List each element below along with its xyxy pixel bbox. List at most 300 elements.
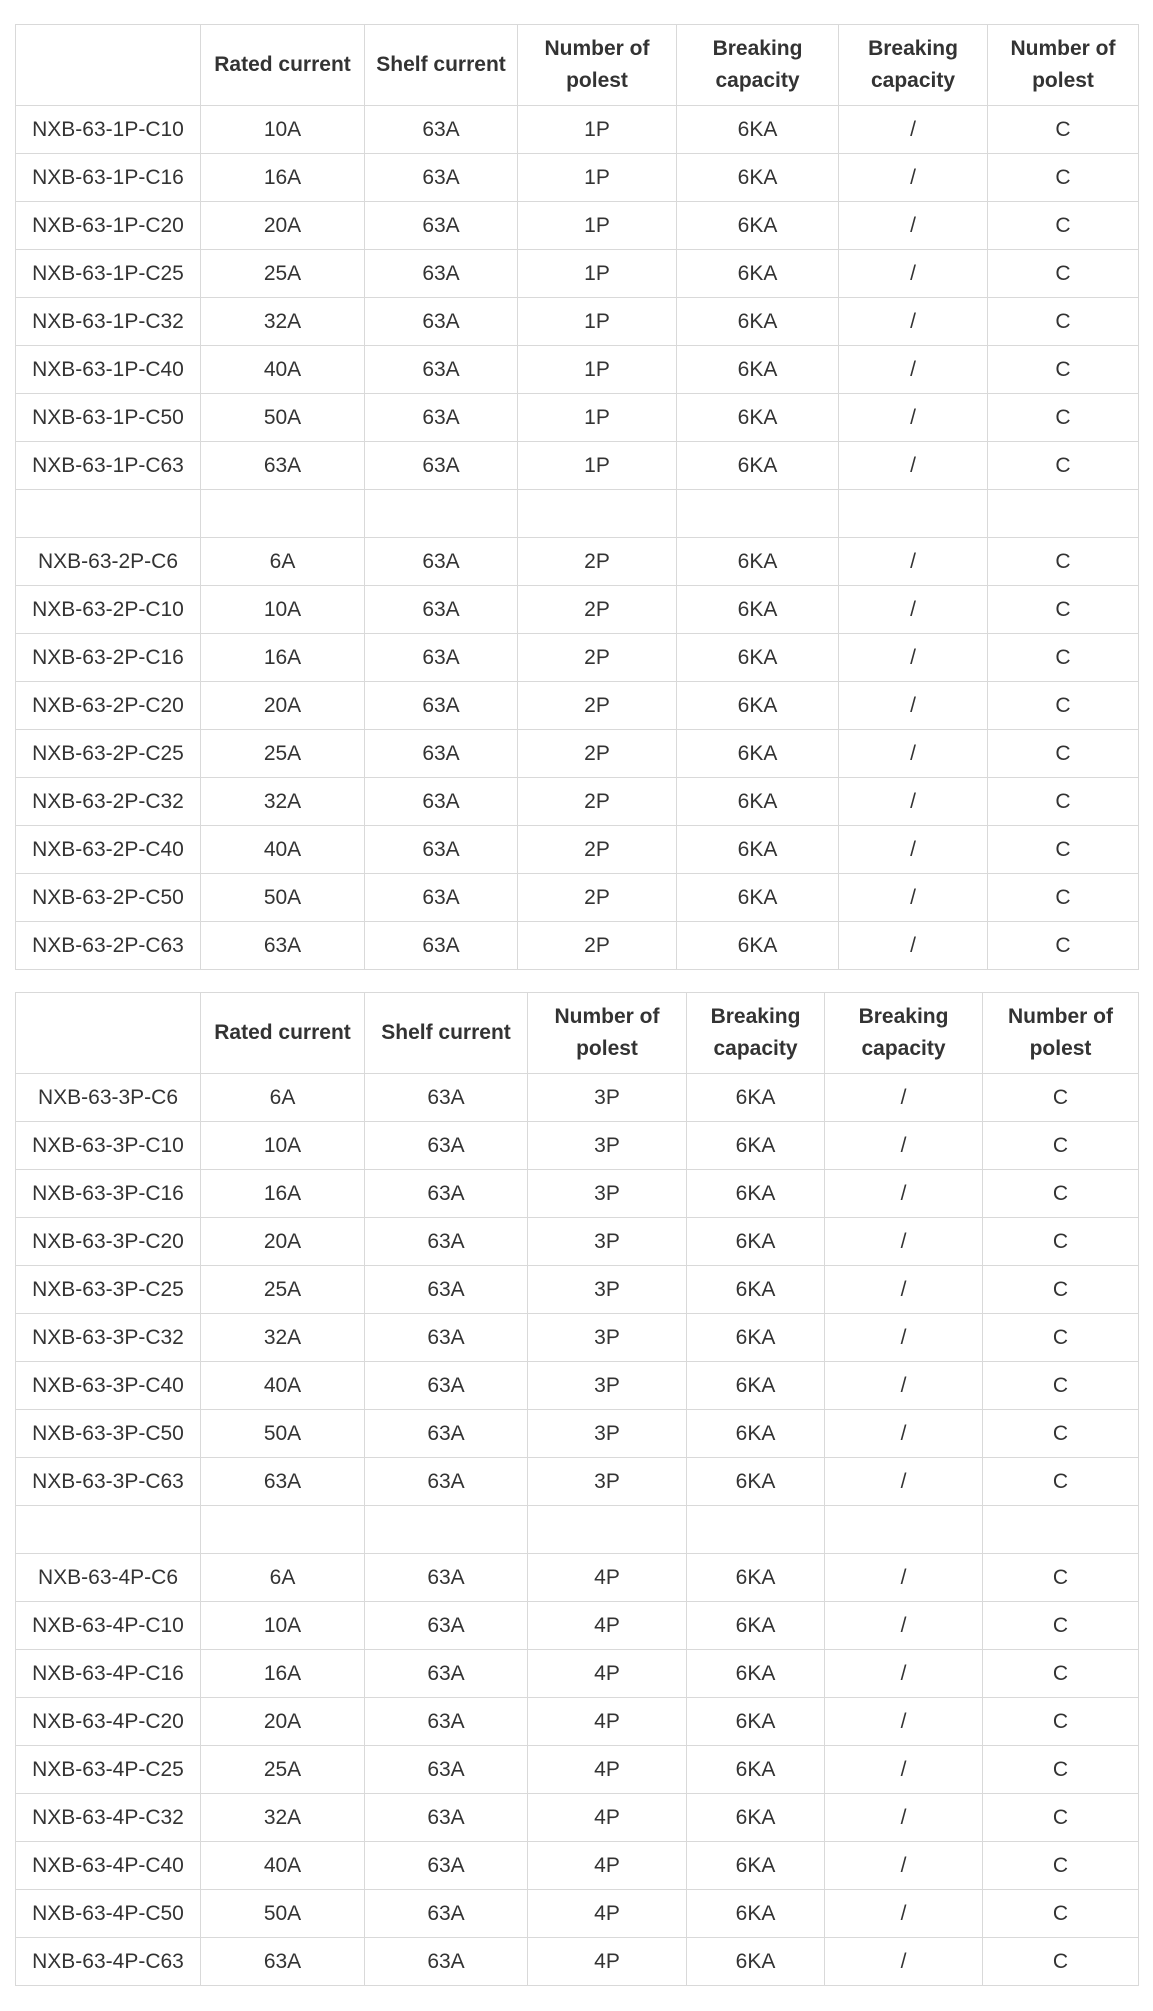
table-cell: 63A <box>365 394 518 442</box>
table-cell: 6KA <box>687 1458 825 1506</box>
table-cell: C <box>988 826 1139 874</box>
table-cell <box>365 490 518 538</box>
table-cell: / <box>825 1458 983 1506</box>
table-cell: 6KA <box>687 1266 825 1314</box>
table-cell: 63A <box>365 1554 528 1602</box>
table-cell: / <box>825 1266 983 1314</box>
table-cell <box>839 490 988 538</box>
table-body <box>16 1074 1139 1986</box>
table-cell: / <box>825 1218 983 1266</box>
table-cell: 16A <box>201 634 365 682</box>
table-cell: 16A <box>201 154 365 202</box>
table-cell: C <box>983 1938 1139 1986</box>
table-cell: C <box>983 1074 1139 1122</box>
table-row <box>16 1458 1139 1506</box>
column-header: Breaking capacity <box>825 993 983 1074</box>
table-cell: C <box>988 298 1139 346</box>
table-cell: / <box>839 346 988 394</box>
table-cell: / <box>839 826 988 874</box>
table-cell: 10A <box>201 1602 365 1650</box>
model-cell: NXB-63-1P-C40 <box>16 346 201 394</box>
table-cell: 6A <box>201 538 365 586</box>
model-cell: NXB-63-3P-C16 <box>16 1170 201 1218</box>
table-cell: 4P <box>528 1938 687 1986</box>
table-cell: 63A <box>365 874 518 922</box>
table-cell <box>518 490 677 538</box>
table-row <box>16 874 1139 922</box>
model-cell: NXB-63-3P-C32 <box>16 1314 201 1362</box>
table-row <box>16 1938 1139 1986</box>
table-cell: 2P <box>518 826 677 874</box>
table-cell: C <box>988 250 1139 298</box>
table-cell: 63A <box>365 442 518 490</box>
table-row <box>16 106 1139 154</box>
table-cell: 40A <box>201 1842 365 1890</box>
table-cell: 63A <box>365 1842 528 1890</box>
table-cell: 6KA <box>677 730 839 778</box>
model-cell: NXB-63-3P-C40 <box>16 1362 201 1410</box>
table-header <box>16 993 1139 1074</box>
table-cell: / <box>825 1170 983 1218</box>
column-header: Breaking capacity <box>839 25 988 106</box>
table-cell: 32A <box>201 778 365 826</box>
table-cell: / <box>839 250 988 298</box>
model-cell: NXB-63-4P-C63 <box>16 1938 201 1986</box>
table-row <box>16 682 1139 730</box>
model-cell: NXB-63-2P-C63 <box>16 922 201 970</box>
table-cell: 6KA <box>677 874 839 922</box>
model-cell: NXB-63-2P-C20 <box>16 682 201 730</box>
model-cell: NXB-63-3P-C10 <box>16 1122 201 1170</box>
table-cell <box>201 490 365 538</box>
table-cell: 6KA <box>687 1842 825 1890</box>
table-row <box>16 1074 1139 1122</box>
table-cell: 63A <box>201 1458 365 1506</box>
table-cell: 63A <box>201 442 365 490</box>
table-body <box>16 106 1139 970</box>
table-cell: / <box>839 442 988 490</box>
table-cell: 20A <box>201 202 365 250</box>
table-cell: 3P <box>528 1362 687 1410</box>
model-cell: NXB-63-1P-C50 <box>16 394 201 442</box>
table-cell: 63A <box>365 634 518 682</box>
table-cell: 6KA <box>677 634 839 682</box>
table-cell: 63A <box>365 1602 528 1650</box>
table-row <box>16 1698 1139 1746</box>
model-cell: NXB-63-4P-C6 <box>16 1554 201 1602</box>
table-cell: 10A <box>201 106 365 154</box>
table-cell: 50A <box>201 1890 365 1938</box>
table-cell: C <box>988 202 1139 250</box>
table-cell: 3P <box>528 1314 687 1362</box>
table-row <box>16 1170 1139 1218</box>
table-row <box>16 1650 1139 1698</box>
table-cell: C <box>988 586 1139 634</box>
model-cell: NXB-63-1P-C32 <box>16 298 201 346</box>
table-cell: / <box>825 1842 983 1890</box>
table-cell: 4P <box>528 1746 687 1794</box>
column-header: Shelf current <box>365 993 528 1074</box>
column-header: Number of polest <box>528 993 687 1074</box>
table-cell: 32A <box>201 298 365 346</box>
table-cell: 1P <box>518 250 677 298</box>
table-cell: / <box>825 1890 983 1938</box>
model-cell: NXB-63-3P-C6 <box>16 1074 201 1122</box>
table-cell: / <box>839 778 988 826</box>
table-header <box>16 25 1139 106</box>
column-header: Breaking capacity <box>687 993 825 1074</box>
table-cell: 2P <box>518 586 677 634</box>
table-cell: 63A <box>365 1266 528 1314</box>
table-cell: C <box>983 1794 1139 1842</box>
table-cell: C <box>983 1698 1139 1746</box>
spacer-row <box>16 1506 1139 1554</box>
table-cell: 6KA <box>687 1554 825 1602</box>
column-header: Number of polest <box>988 25 1139 106</box>
model-cell: NXB-63-3P-C50 <box>16 1410 201 1458</box>
model-cell: NXB-63-1P-C16 <box>16 154 201 202</box>
table-cell: 6KA <box>687 1938 825 1986</box>
table-cell: 1P <box>518 154 677 202</box>
table-row <box>16 778 1139 826</box>
table-cell: 40A <box>201 826 365 874</box>
table-row <box>16 826 1139 874</box>
table-cell: 16A <box>201 1650 365 1698</box>
table-row <box>16 1746 1139 1794</box>
table-cell: 6KA <box>677 922 839 970</box>
table-cell: C <box>983 1266 1139 1314</box>
table-cell: 6KA <box>677 202 839 250</box>
table-cell: / <box>839 106 988 154</box>
table-cell: 6KA <box>677 250 839 298</box>
table-cell: 32A <box>201 1794 365 1842</box>
table-cell: / <box>825 1650 983 1698</box>
table-cell: 63A <box>365 1170 528 1218</box>
model-cell: NXB-63-2P-C32 <box>16 778 201 826</box>
table-cell: 20A <box>201 1218 365 1266</box>
model-cell: NXB-63-1P-C63 <box>16 442 201 490</box>
table-cell: 3P <box>528 1458 687 1506</box>
spec-table-3p-4p <box>15 992 1139 1986</box>
table-cell: 6KA <box>677 682 839 730</box>
table-row <box>16 202 1139 250</box>
table-cell: 6A <box>201 1554 365 1602</box>
table-cell: 20A <box>201 682 365 730</box>
table-cell: 6KA <box>687 1602 825 1650</box>
table-cell: 3P <box>528 1122 687 1170</box>
table-cell: 25A <box>201 250 365 298</box>
table-cell: 10A <box>201 586 365 634</box>
table-cell: 1P <box>518 346 677 394</box>
table-row <box>16 586 1139 634</box>
model-cell: NXB-63-3P-C63 <box>16 1458 201 1506</box>
table-cell: 16A <box>201 1170 365 1218</box>
table-cell: C <box>983 1842 1139 1890</box>
table-cell: 63A <box>365 1410 528 1458</box>
table-cell: 63A <box>365 778 518 826</box>
column-header: Number of polest <box>518 25 677 106</box>
table-cell: / <box>825 1074 983 1122</box>
model-cell: NXB-63-2P-C6 <box>16 538 201 586</box>
table-row <box>16 730 1139 778</box>
table-cell: 2P <box>518 730 677 778</box>
column-header: Shelf current <box>365 25 518 106</box>
table-cell: 63A <box>365 586 518 634</box>
table-cell <box>528 1506 687 1554</box>
table-cell <box>825 1506 983 1554</box>
table-cell: 63A <box>365 826 518 874</box>
table-row <box>16 154 1139 202</box>
table-cell: 63A <box>365 1458 528 1506</box>
table-cell: 50A <box>201 394 365 442</box>
table-cell <box>988 490 1139 538</box>
table-cell: / <box>839 634 988 682</box>
table-cell: 63A <box>365 154 518 202</box>
table-cell: 63A <box>365 682 518 730</box>
table-cell: 6KA <box>687 1074 825 1122</box>
table-cell: 6KA <box>677 538 839 586</box>
table-cell: C <box>988 682 1139 730</box>
table-cell: C <box>983 1602 1139 1650</box>
table-cell: 4P <box>528 1794 687 1842</box>
model-cell: NXB-63-4P-C32 <box>16 1794 201 1842</box>
table-cell: 6KA <box>677 346 839 394</box>
spec-table-1p-2p <box>15 24 1139 970</box>
table-cell: C <box>983 1410 1139 1458</box>
table-cell: 1P <box>518 442 677 490</box>
table-row <box>16 394 1139 442</box>
table-cell: 6KA <box>677 154 839 202</box>
table-cell: / <box>839 538 988 586</box>
table-cell: 63A <box>365 730 518 778</box>
table-cell: 6A <box>201 1074 365 1122</box>
model-cell: NXB-63-2P-C25 <box>16 730 201 778</box>
table-cell: 6KA <box>687 1362 825 1410</box>
table-cell: / <box>839 682 988 730</box>
table-cell: 25A <box>201 730 365 778</box>
table-cell: 6KA <box>677 778 839 826</box>
table-cell: 63A <box>365 250 518 298</box>
model-cell: NXB-63-2P-C50 <box>16 874 201 922</box>
table-cell: 63A <box>365 106 518 154</box>
table-cell: C <box>988 442 1139 490</box>
model-cell: NXB-63-2P-C40 <box>16 826 201 874</box>
table-cell: 6KA <box>677 394 839 442</box>
table-row <box>16 1218 1139 1266</box>
table-cell: 4P <box>528 1698 687 1746</box>
table-row <box>16 538 1139 586</box>
table-cell: 1P <box>518 298 677 346</box>
model-cell: NXB-63-3P-C20 <box>16 1218 201 1266</box>
table-cell: / <box>825 1794 983 1842</box>
table-row <box>16 634 1139 682</box>
table-cell: 1P <box>518 394 677 442</box>
model-cell <box>16 1506 201 1554</box>
table-cell: C <box>988 394 1139 442</box>
table-cell <box>365 1506 528 1554</box>
table-row <box>16 1890 1139 1938</box>
table-cell: 63A <box>201 922 365 970</box>
table-cell: 25A <box>201 1746 365 1794</box>
table-row <box>16 1842 1139 1890</box>
header-row <box>16 993 1139 1074</box>
table-cell: 40A <box>201 1362 365 1410</box>
table-cell: 63A <box>365 1362 528 1410</box>
table-cell: 6KA <box>677 442 839 490</box>
table-cell: / <box>839 298 988 346</box>
table-cell: / <box>825 1602 983 1650</box>
table-cell: 63A <box>365 1890 528 1938</box>
table-cell: 4P <box>528 1554 687 1602</box>
table-cell <box>983 1506 1139 1554</box>
table-cell: / <box>825 1746 983 1794</box>
table-cell: C <box>983 1122 1139 1170</box>
table-cell: 2P <box>518 538 677 586</box>
model-cell: NXB-63-1P-C25 <box>16 250 201 298</box>
table-cell: 63A <box>365 1794 528 1842</box>
table-cell: 4P <box>528 1890 687 1938</box>
table-cell: 6KA <box>677 586 839 634</box>
model-cell: NXB-63-4P-C16 <box>16 1650 201 1698</box>
table-cell: / <box>825 1554 983 1602</box>
table-cell: 3P <box>528 1074 687 1122</box>
model-cell: NXB-63-2P-C10 <box>16 586 201 634</box>
column-header: Rated current <box>201 993 365 1074</box>
table-row <box>16 922 1139 970</box>
table-cell: 6KA <box>687 1170 825 1218</box>
table-cell: 3P <box>528 1170 687 1218</box>
table-cell: C <box>983 1458 1139 1506</box>
table-row <box>16 346 1139 394</box>
spacer-row <box>16 490 1139 538</box>
model-cell: NXB-63-2P-C16 <box>16 634 201 682</box>
column-header: Rated current <box>201 25 365 106</box>
table-cell: C <box>988 730 1139 778</box>
table-cell: 2P <box>518 778 677 826</box>
table-cell <box>687 1506 825 1554</box>
model-cell: NXB-63-4P-C50 <box>16 1890 201 1938</box>
table-cell: 63A <box>365 1746 528 1794</box>
model-cell: NXB-63-1P-C20 <box>16 202 201 250</box>
table-cell: 40A <box>201 346 365 394</box>
column-header: Breaking capacity <box>677 25 839 106</box>
table-cell: / <box>839 730 988 778</box>
table-cell: 1P <box>518 106 677 154</box>
table-cell: C <box>988 154 1139 202</box>
table-cell: C <box>983 1314 1139 1362</box>
table-cell: 6KA <box>687 1410 825 1458</box>
model-cell: NXB-63-1P-C10 <box>16 106 201 154</box>
table-cell: 6KA <box>677 106 839 154</box>
table-cell: 6KA <box>687 1650 825 1698</box>
model-cell: NXB-63-3P-C25 <box>16 1266 201 1314</box>
table-cell: 6KA <box>687 1314 825 1362</box>
table-cell: / <box>839 394 988 442</box>
table-cell: C <box>988 346 1139 394</box>
table-row <box>16 1794 1139 1842</box>
table-cell: C <box>988 922 1139 970</box>
table-row <box>16 1602 1139 1650</box>
table-cell: / <box>825 1410 983 1458</box>
table-cell: 63A <box>365 1650 528 1698</box>
table-cell: / <box>839 586 988 634</box>
table-cell: C <box>983 1362 1139 1410</box>
table-cell: 63A <box>365 346 518 394</box>
table-cell: C <box>983 1170 1139 1218</box>
table-row <box>16 1554 1139 1602</box>
table-row <box>16 442 1139 490</box>
table-cell: 63A <box>365 1122 528 1170</box>
table-cell: / <box>825 1938 983 1986</box>
table-row <box>16 1410 1139 1458</box>
model-cell: NXB-63-4P-C40 <box>16 1842 201 1890</box>
table-cell <box>201 1506 365 1554</box>
table-cell: 20A <box>201 1698 365 1746</box>
table-cell: 2P <box>518 922 677 970</box>
table-cell: C <box>988 106 1139 154</box>
table-cell: 32A <box>201 1314 365 1362</box>
table-row <box>16 1362 1139 1410</box>
table-cell: 63A <box>365 1698 528 1746</box>
table-cell: 4P <box>528 1842 687 1890</box>
table-cell: 3P <box>528 1410 687 1458</box>
model-cell: NXB-63-4P-C10 <box>16 1602 201 1650</box>
table-cell: 50A <box>201 1410 365 1458</box>
table-cell: 4P <box>528 1602 687 1650</box>
table-cell: / <box>825 1122 983 1170</box>
column-header: Number of polest <box>983 993 1139 1074</box>
table-cell: C <box>983 1218 1139 1266</box>
table-cell: 2P <box>518 634 677 682</box>
table-cell: C <box>983 1746 1139 1794</box>
table-cell: / <box>825 1314 983 1362</box>
table-cell: C <box>988 874 1139 922</box>
table-cell: C <box>983 1650 1139 1698</box>
column-header <box>16 993 201 1074</box>
table-cell: C <box>983 1890 1139 1938</box>
table-cell: 63A <box>365 1074 528 1122</box>
table-cell: 6KA <box>687 1746 825 1794</box>
table-cell <box>677 490 839 538</box>
table-cell: / <box>839 874 988 922</box>
model-cell: NXB-63-4P-C25 <box>16 1746 201 1794</box>
table-cell: 6KA <box>687 1218 825 1266</box>
table-cell: 63A <box>365 298 518 346</box>
table-cell: C <box>988 538 1139 586</box>
table-cell: 6KA <box>677 826 839 874</box>
model-cell <box>16 490 201 538</box>
table-cell: 6KA <box>687 1794 825 1842</box>
table-cell: / <box>839 922 988 970</box>
table-cell: 63A <box>365 922 518 970</box>
table-cell: 2P <box>518 682 677 730</box>
table-cell: / <box>825 1362 983 1410</box>
model-cell: NXB-63-4P-C20 <box>16 1698 201 1746</box>
table-row <box>16 298 1139 346</box>
table-cell: 6KA <box>687 1890 825 1938</box>
table-cell: 63A <box>365 1218 528 1266</box>
table-cell: 63A <box>365 538 518 586</box>
table-cell: 6KA <box>687 1122 825 1170</box>
table-cell: 3P <box>528 1218 687 1266</box>
table-cell: 63A <box>365 1938 528 1986</box>
column-header <box>16 25 201 106</box>
table-cell: C <box>988 778 1139 826</box>
table-row <box>16 1122 1139 1170</box>
table-cell: 10A <box>201 1122 365 1170</box>
table-cell: C <box>988 634 1139 682</box>
table-row <box>16 1266 1139 1314</box>
